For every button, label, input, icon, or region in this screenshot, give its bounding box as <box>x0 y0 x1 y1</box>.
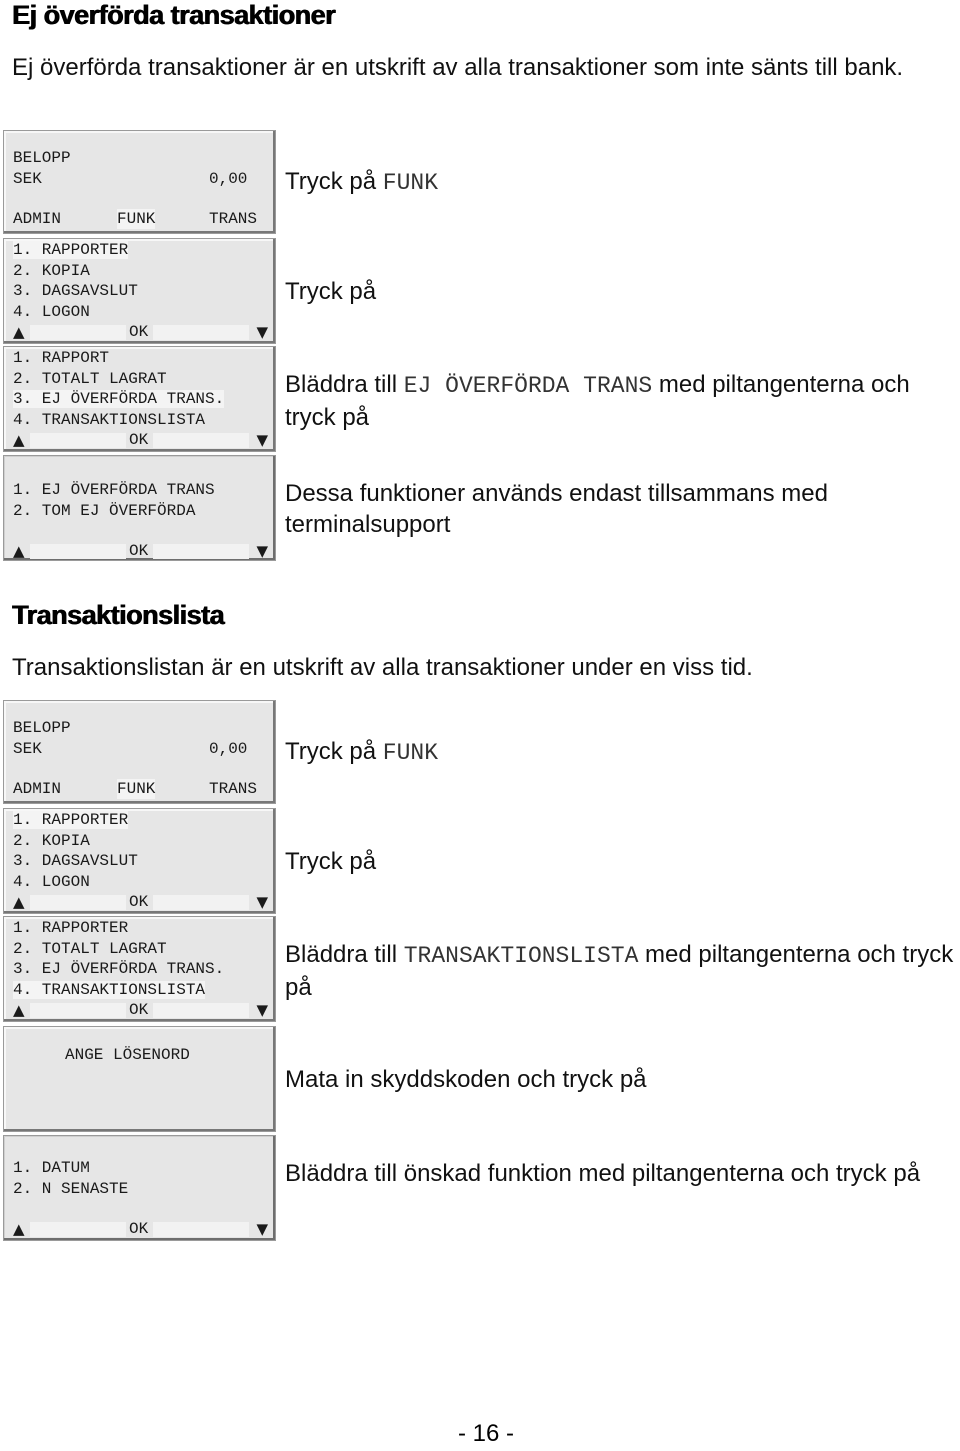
menu-item: 1. RAPPORTER <box>13 919 129 937</box>
screen-line: SEK <box>13 170 42 188</box>
menu-item: 1. RAPPORT <box>13 349 110 367</box>
softkey-funk: FUNK <box>117 210 156 228</box>
terminal-screen-rapport <box>3 346 276 452</box>
softkey-trans: TRANS <box>209 780 258 798</box>
arrow-up-icon: ▲ <box>13 431 25 449</box>
arrow-up-icon: ▲ <box>13 1001 25 1019</box>
softkey-admin: ADMIN <box>13 780 62 798</box>
terminal-screen-datum <box>3 1135 276 1241</box>
nav-row <box>13 1219 268 1239</box>
menu-item: 2. TOTALT LAGRAT <box>13 940 167 958</box>
softkey-trans: TRANS <box>209 210 258 228</box>
nav-row <box>13 322 268 342</box>
arrow-up-icon: ▲ <box>13 542 25 560</box>
instruction-terminalsupport: Dessa funktioner används endast tillsammans med terminalsupport <box>285 480 828 538</box>
screen-line: BELOPP <box>13 719 71 737</box>
menu-item: 1. RAPPORTER <box>13 241 129 259</box>
password-prompt: ANGE LÖSENORD <box>65 1046 190 1064</box>
amount-value: 0,00 <box>209 740 248 758</box>
page-number: - 16 - <box>458 1420 515 1447</box>
ok-key: OK <box>129 323 149 341</box>
instruction-enter-code: Mata in skyddskoden och tryck på <box>285 1066 647 1093</box>
menu-item: 4. TRANSAKTIONSLISTA <box>13 981 206 999</box>
menu-item: 2. N SENASTE <box>13 1180 129 1198</box>
arrow-down-icon: ▼ <box>256 431 268 449</box>
instruction-scroll-to-ej: Bläddra till EJ ÖVERFÖRDA TRANS med piltangenterna och tryck på <box>285 371 910 431</box>
menu-item: 4. LOGON <box>13 873 90 891</box>
terminal-screen-password <box>3 1026 276 1132</box>
nav-row <box>13 430 268 450</box>
arrow-down-icon: ▼ <box>256 323 268 341</box>
arrow-down-icon: ▼ <box>256 1001 268 1019</box>
menu-item: 2. TOM EJ ÖVERFÖRDA <box>13 502 196 520</box>
menu-item: 3. EJ ÖVERFÖRDA TRANS. <box>13 960 225 978</box>
softkey-admin: ADMIN <box>13 210 62 228</box>
arrow-down-icon: ▼ <box>256 1220 268 1238</box>
menu-item: 4. TRANSAKTIONSLISTA <box>13 411 206 429</box>
menu-item: 3. DAGSAVSLUT <box>13 282 138 300</box>
screen-line: BELOPP <box>13 149 71 167</box>
instruction-press-funk: Tryck på FUNK <box>285 738 439 766</box>
arrow-up-icon: ▲ <box>13 1220 25 1238</box>
menu-item: 1. RAPPORTER <box>13 811 129 829</box>
menu-item: 4. LOGON <box>13 303 90 321</box>
ok-key: OK <box>129 893 149 911</box>
menu-item: 1. DATUM <box>13 1159 90 1177</box>
ok-key: OK <box>129 1001 149 1019</box>
terminal-screen-start <box>3 130 276 234</box>
instruction-press: Tryck på <box>285 848 377 875</box>
instruction-press-funk: Tryck på FUNK <box>285 168 439 196</box>
instruction-press: Tryck på <box>285 278 377 305</box>
ok-key: OK <box>129 431 149 449</box>
arrow-down-icon: ▼ <box>256 893 268 911</box>
menu-item: 1. EJ ÖVERFÖRDA TRANS <box>13 481 215 499</box>
section-heading-ej-overforda: Ej överförda transaktioner <box>12 0 336 30</box>
section-heading-transaktionslista: Transaktionslista <box>12 600 225 630</box>
arrow-down-icon: ▼ <box>256 542 268 560</box>
menu-item: 2. KOPIA <box>13 832 90 850</box>
amount-value: 0,00 <box>209 170 248 188</box>
terminal-screen-start <box>3 700 276 804</box>
terminal-screen-menu <box>3 238 276 344</box>
arrow-up-icon: ▲ <box>13 323 25 341</box>
ok-key: OK <box>129 1220 149 1238</box>
screen-line: SEK <box>13 740 42 758</box>
nav-row <box>13 541 268 561</box>
terminal-screen-rapport <box>3 916 276 1022</box>
terminal-screen-menu <box>3 808 276 914</box>
section-intro: Ej överförda transaktioner är en utskrift av alla transaktioner som inte sänts till bank. <box>12 54 904 81</box>
menu-item: 2. TOTALT LAGRAT <box>13 370 167 388</box>
menu-item: 3. DAGSAVSLUT <box>13 852 138 870</box>
nav-row <box>13 892 268 912</box>
nav-row <box>13 1000 268 1020</box>
section-intro: Transaktionslistan är en utskrift av alla transaktioner under en viss tid. <box>12 654 753 681</box>
ok-key: OK <box>129 542 149 560</box>
menu-item: 2. KOPIA <box>13 262 90 280</box>
softkey-funk: FUNK <box>117 780 156 798</box>
instruction-scroll-function: Bläddra till önskad funktion med piltangenterna och tryck på <box>285 1160 921 1187</box>
menu-item: 3. EJ ÖVERFÖRDA TRANS. <box>13 390 225 408</box>
terminal-screen-ej-overforda <box>3 455 276 561</box>
instruction-scroll-to-transaktionslista: Bläddra till TRANSAKTIONSLISTA med piltangenterna och tryck på <box>285 941 954 1001</box>
arrow-up-icon: ▲ <box>13 893 25 911</box>
